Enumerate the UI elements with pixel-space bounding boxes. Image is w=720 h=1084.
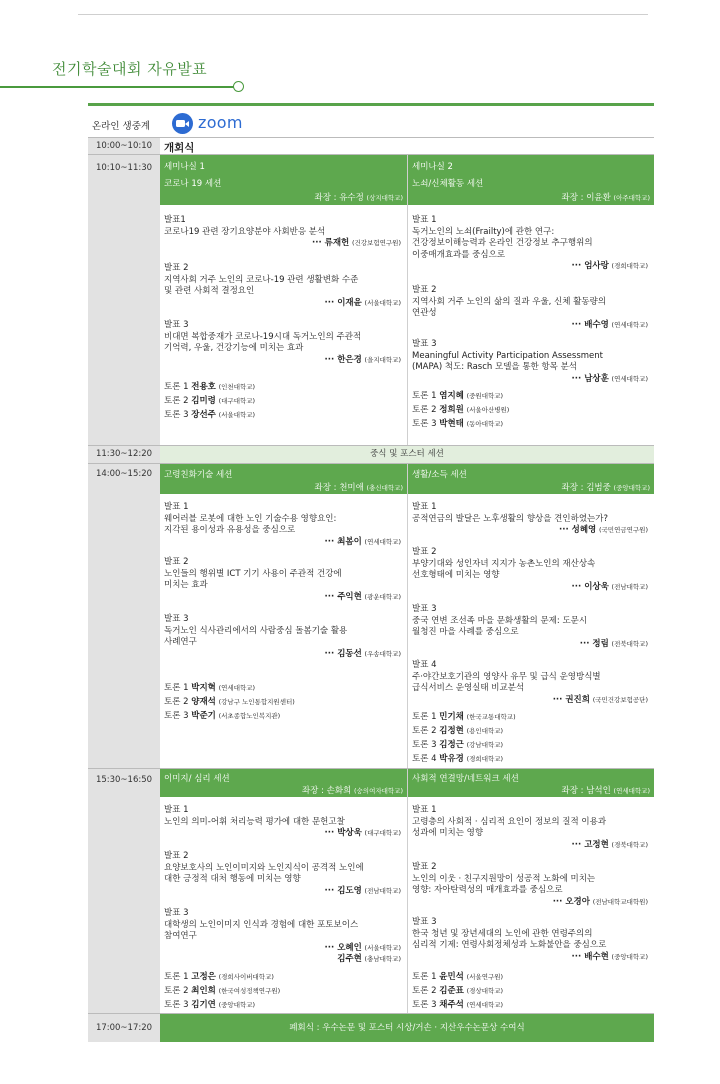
presentation-item: 발표1 코로나19 관련 장기요양분야 사회반응 분석 ··· 류재헌 (건강보험연구원) <box>164 215 401 248</box>
closing-title: 폐회식 : 우수논문 및 포스터 시상/거손 · 지산우수논문상 수여식 <box>160 1014 654 1042</box>
discussant: 토론 1 민기채 (한국교통대학교) <box>412 712 516 722</box>
presentation-item: 발표 1 독거노인의 노쇠(Frailty)에 관한 연구: 건강정보이해능력과 온라인 건강정보 추구행위의 이중매개효과를 중심으로 ··· 엄사랑 (경희대학교) <box>412 215 648 271</box>
discussant: 토론 2 김정현 (용인대학교) <box>412 726 504 736</box>
presentation-item: 발표 2 부양기대와 성인자녀 지지가 농촌노인의 재산상속 선호형태에 미치는 영향 ··· 이상욱 (전남대학교) <box>412 547 648 592</box>
opening-row <box>88 138 654 154</box>
presentation-item: 발표 1 공적연금의 발달은 노후생활의 향상을 견인하였는가? ··· 성혜영 (국민연금연구원) <box>412 502 648 535</box>
discussant-list <box>164 970 280 1012</box>
session-chair: 좌장 : 김범중 (중앙대학교) <box>561 483 650 493</box>
presentation-item: 발표 3 중국 연변 조선족 마을 문화생활의 문제: 도문시 월청진 마을 사례를 중심으로 ··· 정림 (전북대학교) <box>412 604 648 649</box>
opening-title: 개회식 <box>164 142 195 154</box>
presentation-item: 발표 1 노인의 의미-어휘 처리능력 평가에 대한 문헌고찰 ··· 박상욱 (대구대학교) <box>164 805 401 838</box>
zoom-logo: zoom <box>198 113 243 132</box>
session-block-2 <box>88 464 654 768</box>
title-underline-dot <box>233 81 244 92</box>
session-right <box>408 155 654 445</box>
discussant: 토론 3 장선주 (서울대학교) <box>164 410 256 420</box>
session-chair: 좌장 : 손화희 (숭의여자대학교) <box>301 786 403 796</box>
session-left <box>160 464 408 768</box>
discussant: 토론 2 최인희 (한국여성정책연구원) <box>164 986 281 996</box>
session-header <box>408 769 654 797</box>
discussant-list <box>412 389 509 431</box>
session-header <box>408 464 654 494</box>
session-header <box>408 155 654 205</box>
session-title: 코로나 19 세션 <box>164 179 222 189</box>
discussant: 토론 2 김준표 (경상대학교) <box>412 986 504 996</box>
session-block-1 <box>88 155 654 445</box>
session-title: 생활/소득 세션 <box>412 470 467 480</box>
zoom-camera-icon <box>172 113 193 134</box>
discussant: 토론 3 김기연 (중앙대학교) <box>164 1000 256 1010</box>
session-title: 노쇠/신체활동 세션 <box>412 179 484 189</box>
time-cell: 11:30~12:20 <box>88 446 160 463</box>
session-left <box>160 769 408 1013</box>
presentation-item: 발표 3 대학생의 노인이미지 인식과 경험에 대한 포토보이스 참여연구 ··· 오혜인 (서울대학교) 김주현 (충남대학교) <box>164 908 401 964</box>
discussant: 토론 1 전용호 (인천대학교) <box>164 382 256 392</box>
discussant: 토론 4 박유경 (경희대학교) <box>412 754 504 764</box>
presentation-item: 발표 3 비대면 복합중재가 코로나-19시대 독거노인의 주관적 기억력, 우울, 건강기능에 미치는 효과 ··· 한은경 (을지대학교) <box>164 320 401 365</box>
presentation-item: 발표 4 주·야간보호기관의 영양사 유무 및 급식 운영방식별 급식서비스 운영실태 비교분석 ··· 권진희 (국민건강보험공단) <box>412 660 648 705</box>
presentation-item: 발표 2 노인의 이웃 · 친구지원망이 성공적 노화에 미치는 영향: 자아탄력성의 매개효과를 중심으로 ··· 오경아 (전남대학교대학원) <box>412 862 648 907</box>
discussant: 토론 1 윤민석 (서울연구원) <box>412 972 504 982</box>
session-header <box>160 464 407 494</box>
presentation-item: 발표 2 요양보호사의 노인이미지와 노인지식이 공격적 노인에 대한 긍정적 대처 행동에 미치는 영향 ··· 김도영 (전남대학교) <box>164 851 401 896</box>
online-label: 온라인 생중계 <box>92 121 151 132</box>
presentation-item: 발표 1 웨어러블 로봇에 대한 노인 기술수용 영향요인: 지각된 용이성과 유용성을 중심으로 ··· 최봄이 (연세대학교) <box>164 502 401 547</box>
room-name: 세미나실 2 <box>412 162 453 172</box>
discussant: 토론 3 박현태 (동아대학교) <box>412 419 504 429</box>
discussant: 토론 1 고정은 (경희사이버대학교) <box>164 972 274 982</box>
discussant: 토론 2 정희원 (서울아산병원) <box>412 405 510 415</box>
discussant: 토론 2 양재석 (강남구 노인통합지원센터) <box>164 697 295 707</box>
presentation-item: 발표 3 한국 청년 및 장년세대의 노인에 관한 연령주의의 심리적 기제: 연령사회정체성과 노화불안을 중심으로 ··· 배수현 (중앙대학교) <box>412 917 648 962</box>
discussant-list <box>412 710 516 766</box>
session-header <box>160 155 407 205</box>
time-cell: 10:00~10:10 <box>88 138 160 154</box>
lunch-title: 중식 및 포스터 세션 <box>160 446 654 463</box>
session-right <box>408 464 654 768</box>
presentation-item: 발표 1 고령층의 사회적 · 심리적 요인이 정보의 질적 이용과 성과에 미치는 영향 ··· 고정현 (경북대학교) <box>412 805 648 850</box>
presentation-item: 발표 3 독거노인 식사관리에서의 사람중심 돌봄기술 활용 사례연구 ··· 김동선 (우송대학교) <box>164 614 401 659</box>
time-cell: 10:10~11:30 <box>88 155 160 445</box>
closing-row <box>88 1014 654 1042</box>
session-chair: 좌장 : 천미애 (충신대학교) <box>314 483 403 493</box>
room-name: 세미나실 1 <box>164 162 205 172</box>
discussant-list <box>164 380 255 422</box>
session-chair: 좌장 : 유수정 (상지대학교) <box>314 193 403 203</box>
discussant-list <box>412 970 503 1012</box>
schedule-table <box>88 103 654 1042</box>
session-right <box>408 769 654 1013</box>
presentation-item: 발표 2 노인들의 행위별 ICT 기기 사용이 주관적 건강에 미치는 효과 ··· 주익현 (광운대학교) <box>164 557 401 602</box>
presentation-item: 발표 3 Meaningful Activity Participation Assessment (MAPA) 척도: Rasch 모델을 통한 항목 분석 ··· 남상훈 (연세대학교) <box>412 339 648 384</box>
page-title: 전기학술대회 자유발표 <box>52 60 208 78</box>
session-title: 사회적 연결망/네트워크 세션 <box>412 774 519 784</box>
time-cell: 15:30~16:50 <box>88 769 160 1013</box>
session-left <box>160 155 408 445</box>
session-header <box>160 769 407 797</box>
time-cell: 17:00~17:20 <box>88 1014 160 1042</box>
presentation-item: 발표 2 지역사회 거주 노인의 코로나-19 관련 생활변화 수준 및 관련 사회적 결정요인 ··· 이재윤 (서울대학교) <box>164 263 401 308</box>
time-cell: 14:00~15:20 <box>88 464 160 768</box>
discussant: 토론 3 박준기 (서초종합노인복지관) <box>164 711 281 721</box>
discussant-list <box>164 681 295 723</box>
online-row <box>88 106 654 137</box>
discussant: 토론 1 박지혁 (연세대학교) <box>164 683 256 693</box>
top-divider <box>78 14 648 15</box>
session-title: 고령친화기술 세션 <box>164 470 233 480</box>
session-title: 이미지/ 심리 세션 <box>164 774 230 784</box>
discussant: 토론 3 김정근 (강남대학교) <box>412 740 504 750</box>
session-block-3 <box>88 769 654 1013</box>
discussant: 토론 3 채주석 (연세대학교) <box>412 1000 504 1010</box>
lunch-row <box>88 446 654 463</box>
session-chair: 좌장 : 이윤환 (아주대학교) <box>561 193 650 203</box>
discussant: 토론 2 김미령 (대구대학교) <box>164 396 256 406</box>
title-underline <box>0 86 236 88</box>
session-chair: 좌장 : 남석인 (연세대학교) <box>561 786 650 796</box>
discussant: 토론 1 염지혜 (중원대학교) <box>412 391 504 401</box>
presentation-item: 발표 2 지역사회 거주 노인의 삶의 질과 우울, 신체 활동량의 연관성 ··· 배수영 (연세대학교) <box>412 285 648 330</box>
